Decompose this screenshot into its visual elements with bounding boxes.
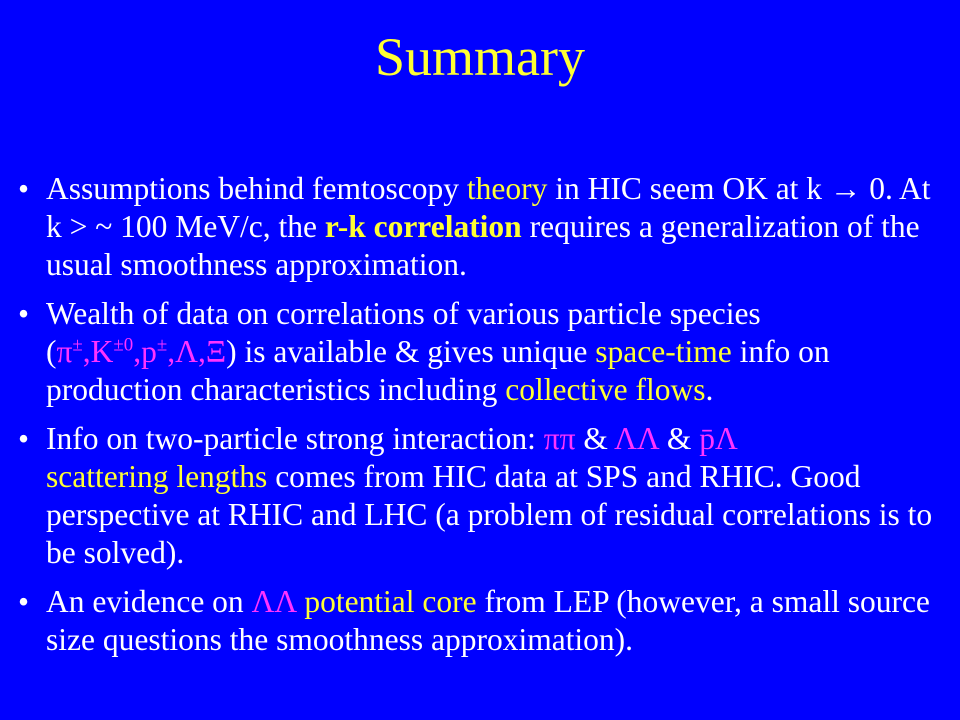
bullet-text: comes from HIC data at SPS and RHIC. Good perspective at RHIC and LHC (a problem of residual correlations is to be solved). xyxy=(46,459,933,570)
highlight-scattering-lengths: scattering lengths xyxy=(46,459,268,494)
bullet-text: in HIC seem OK at k xyxy=(547,171,830,206)
bullet-dot: • xyxy=(18,584,30,619)
highlight-theory: theory xyxy=(466,171,548,206)
bullet-dot: • xyxy=(18,296,30,331)
highlight-collective-flows: collective flows xyxy=(505,372,706,407)
bullet-dot: • xyxy=(18,421,30,456)
slide-title: Summary xyxy=(375,27,585,87)
highlight-rk-correlation: r-k correlation xyxy=(324,209,522,244)
bullet-text: requires a generalization of the usual smoothness approximation. xyxy=(46,209,920,282)
highlight-space-time: space-time xyxy=(595,334,732,369)
bullet-text: An evidence on xyxy=(46,584,252,619)
bullet-text: & xyxy=(658,421,700,456)
bullet-text: 0. At k > ~ 100 MeV/c, the xyxy=(46,171,931,244)
bullet-text: Wealth of data on correlations of various particle species ( xyxy=(46,296,761,369)
bullet-item-assumptions xyxy=(18,170,943,284)
highlight-potential-core: potential core xyxy=(296,584,477,619)
bullet-text: info on production characteristics including xyxy=(46,334,830,407)
summary-bullet-list xyxy=(18,170,943,670)
bullet-text: ) is available & gives unique xyxy=(226,334,596,369)
bullet-text: Info on two-particle strong interaction: xyxy=(46,421,544,456)
symbol-pipi: ππ xyxy=(543,421,576,456)
bullet-text: from LEP (however, a small source size questions the smoothness approximation). xyxy=(46,584,930,657)
symbol-lambda-lambda: ΛΛ xyxy=(614,421,659,456)
symbol-pbar-lambda: p̄Λ xyxy=(699,421,738,456)
bullet-text: . xyxy=(705,372,714,407)
arrow-symbol: → xyxy=(829,171,862,206)
bullet-item-evidence xyxy=(18,583,943,659)
bullet-item-two-particle-interaction xyxy=(18,420,943,572)
bullet-text: Assumptions behind femtoscopy xyxy=(46,171,467,206)
bullet-text: & xyxy=(575,421,615,456)
bullet-item-wealth-of-data xyxy=(18,295,943,409)
bullet-dot: • xyxy=(18,171,30,206)
particle-list: $\pi^\pm,K^{\pm 0},p^\pm,\Lambda,\Xi$ xyxy=(56,334,227,369)
symbol-lambda-lambda: ΛΛ xyxy=(251,584,297,619)
